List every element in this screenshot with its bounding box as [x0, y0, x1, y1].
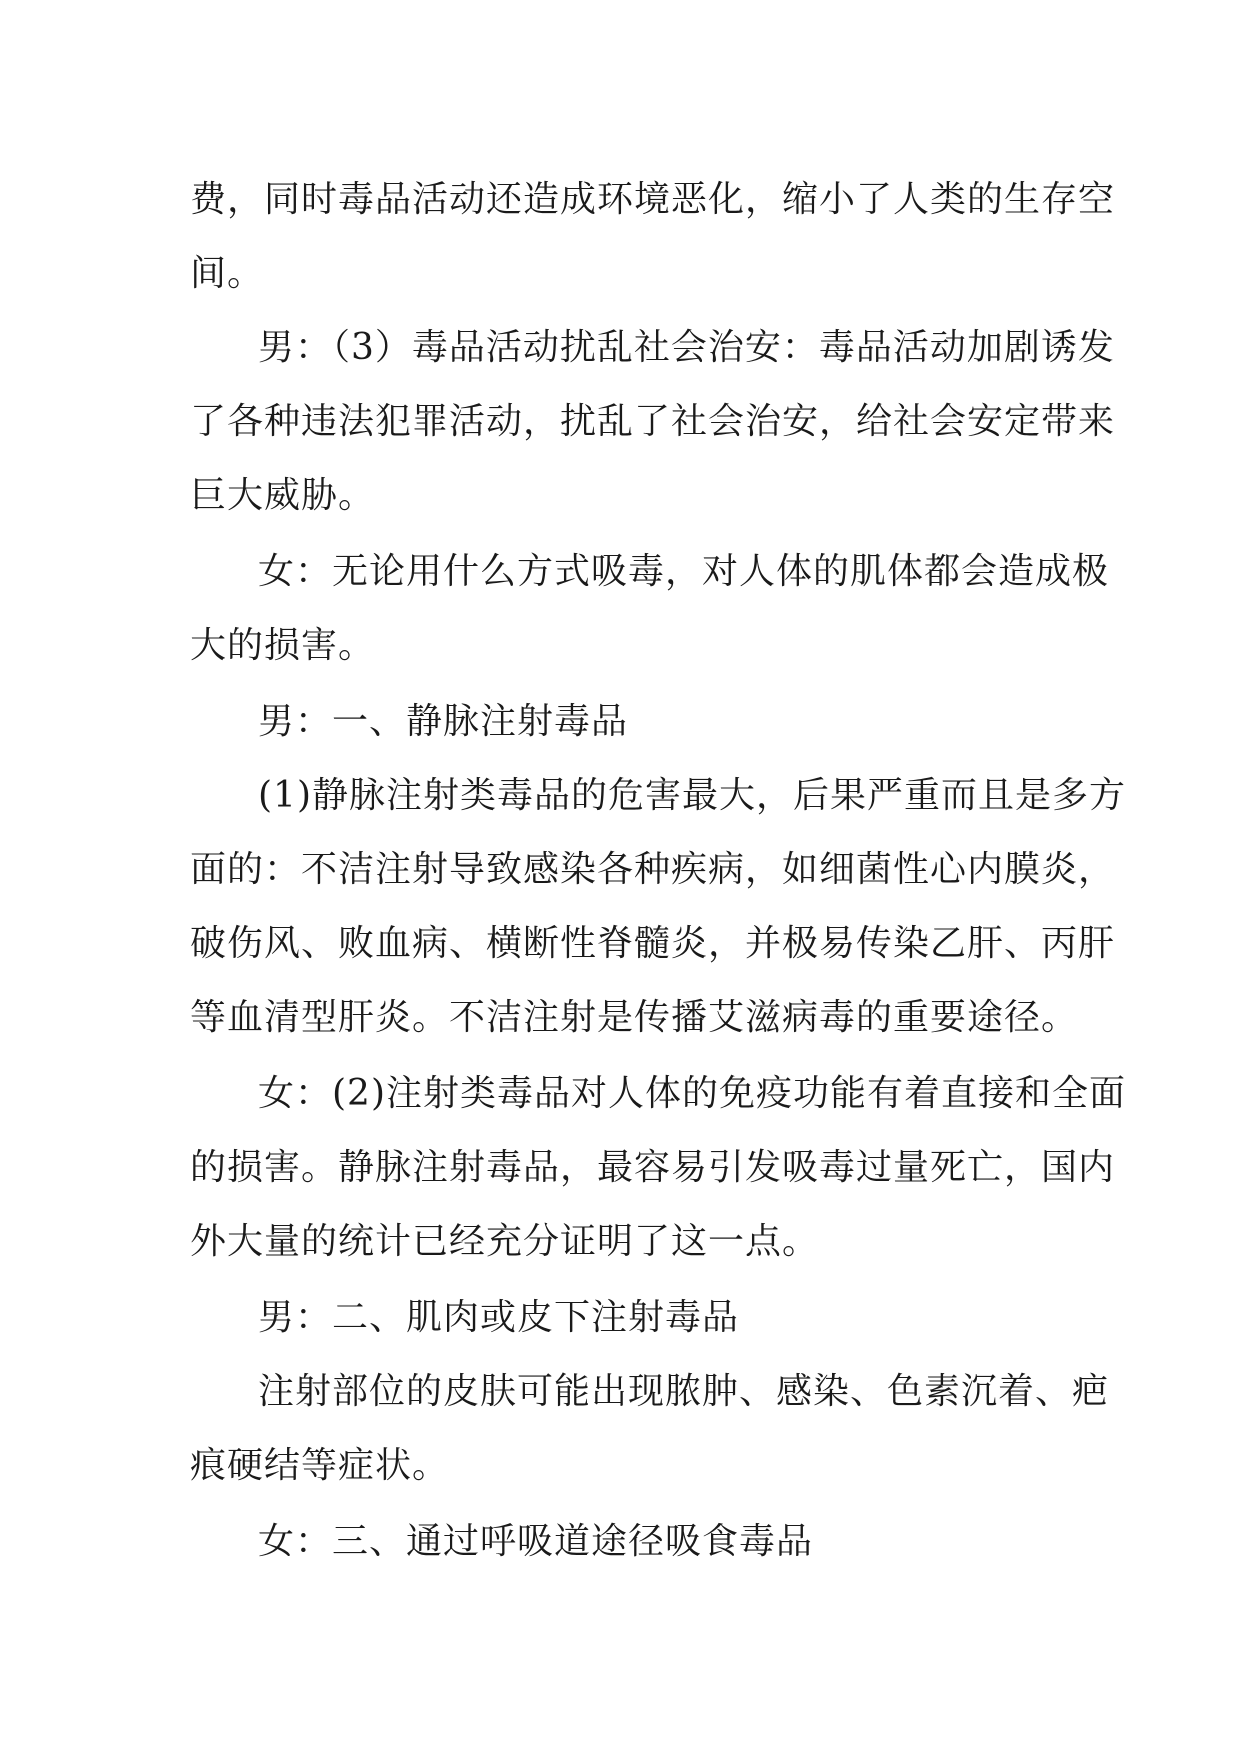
text-line: 男：一、静脉注射毒品	[258, 701, 629, 742]
text-line: 等血清型肝炎。不洁注射是传播艾滋病毒的重要途径。	[190, 997, 1079, 1038]
text-line: 注射部位的皮肤可能出现脓肿、感染、色素沉着、疤	[258, 1371, 1110, 1412]
text-line: 痕硬结等症状。	[190, 1445, 450, 1486]
text-line: 男：（3）毒品活动扰乱社会治安：毒品活动加剧诱发	[258, 327, 1115, 368]
text-line: 了各种违法犯罪活动，扰乱了社会治安，给社会安定带来	[190, 401, 1116, 442]
text-line: 外大量的统计已经充分证明了这一点。	[190, 1221, 820, 1262]
text-line: 巨大威胁。	[190, 475, 376, 516]
text-line: 费，同时毒品活动还造成环境恶化，缩小了人类的生存空	[190, 179, 1116, 220]
text-line: 的损害。静脉注射毒品，最容易引发吸毒过量死亡，国内	[190, 1147, 1116, 1188]
text-line: 大的损害。	[190, 625, 376, 666]
text-line: 女：(2)注射类毒品对人体的免疫功能有着直接和全面	[258, 1073, 1126, 1114]
text-line: 男：二、肌肉或皮下注射毒品	[258, 1297, 740, 1338]
text-line: 面的：不洁注射导致感染各种疾病，如细菌性心内膜炎，	[190, 849, 1116, 890]
text-line: 破伤风、败血病、横断性脊髓炎，并极易传染乙肝、丙肝	[190, 923, 1116, 964]
text-line: 女：无论用什么方式吸毒，对人体的肌体都会造成极	[258, 551, 1110, 592]
text-line: (1)静脉注射类毒品的危害最大，后果严重而且是多方	[258, 775, 1126, 816]
text-line: 女：三、通过呼吸道途径吸食毒品	[258, 1521, 814, 1562]
text-line: 间。	[190, 253, 265, 294]
